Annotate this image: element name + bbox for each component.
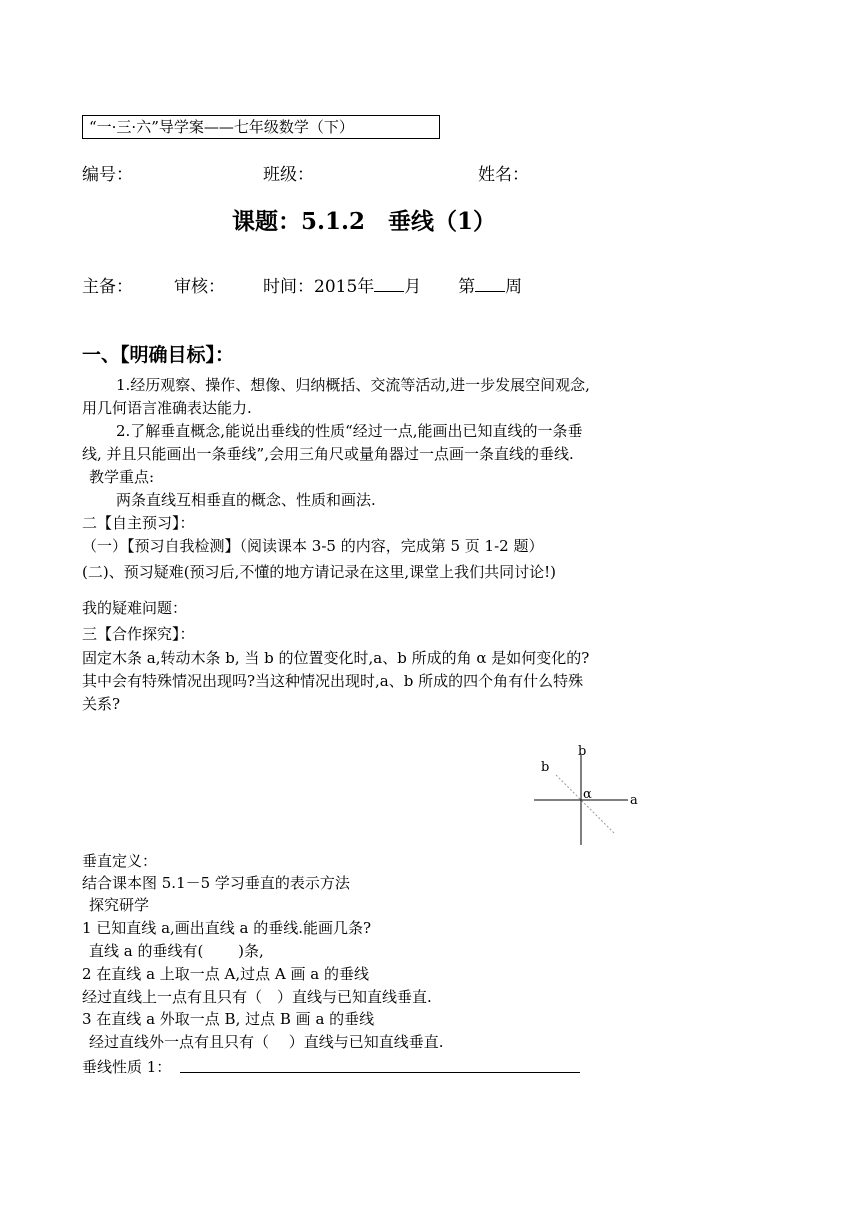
question-1: 1 已知直线 a,画出直线 a 的垂线.能画几条? (82, 919, 372, 937)
time-field (263, 272, 522, 297)
week-label: 周 (505, 277, 523, 297)
prepared-label: 主备： (82, 277, 133, 297)
explore-study-label: 探究研学 (89, 896, 150, 914)
label-alpha: α (583, 787, 592, 802)
goal2-line1: 2.了解垂直概念,能说出垂线的性质“经过一点,能画出已知直线的一条垂 (116, 422, 583, 440)
key-points-text: 两条直线互相垂直的概念、性质和画法. (116, 491, 376, 509)
label-b-slanted: b (541, 760, 550, 775)
label-a: a (630, 793, 638, 808)
header-box-title: “一·三·六”导学案——七年级数学（下） (82, 115, 440, 139)
my-questions-label: 我的疑难问题： (82, 599, 188, 617)
time-prefix: 时间：2015年 (263, 277, 375, 297)
reviewer-label: 审核： (174, 277, 225, 297)
week-prefix: 第 (458, 277, 476, 297)
section1-heading: 一、【明确目标】： (82, 344, 235, 366)
number-label: 编号： (82, 165, 133, 185)
question-3-answer: 经过直线外一点有且只有（ ）直线与已知直线垂直. (89, 1033, 444, 1051)
key-points-label: 教学重点: (89, 468, 155, 486)
lesson-title: 课题：5.1.2 垂线（1） (232, 208, 497, 235)
explore-para-line2: 其中会有特殊情况出现吗?当这种情况出现时,a、b 所成的四个角有什么特殊 (82, 672, 584, 690)
line-b-slanted (556, 775, 614, 833)
goal2-line2: 线, 并且只能画出一条垂线”,会用三角尺或量角器过一点画一条直线的垂线. (82, 445, 574, 463)
month-label: 月 (404, 277, 422, 297)
explore-para-line1: 固定木条 a,转动木条 b, 当 b 的位置变化时,a、b 所成的角 α 是如何变化的? (82, 649, 590, 667)
perpendicular-definition-label: 垂直定义： (82, 852, 158, 870)
preview-questions: (二)、预习疑难(预习后,不懂的地方请记录在这里,课堂上我们共同讨论!) (82, 563, 556, 581)
question-3: 3 在直线 a 外取一点 B, 过点 B 画 a 的垂线 (82, 1010, 375, 1028)
preview-check: （一）【预习自我检测】（阅读课本 3-5 的内容，完成第 5 页 1-2 题） (82, 537, 544, 555)
class-label: 班级： (263, 165, 314, 185)
goal1-line2: 用几何语言准确表达能力. (82, 399, 252, 417)
property-1-label: 垂线性质 1： (82, 1058, 172, 1076)
textbook-reference: 结合课本图 5.1－5 学习垂直的表示方法 (82, 874, 350, 892)
name-label: 姓名： (478, 165, 529, 185)
section3-heading: 三【合作探究】： (82, 625, 195, 643)
goal1-line1: 1.经历观察、操作、想像、归纳概括、交流等活动,进一步发展空间观念, (116, 376, 590, 394)
question-2-answer: 经过直线上一点有且只有（ ）直线与已知直线垂直. (82, 988, 432, 1006)
week-blank (475, 275, 505, 292)
section2-heading: 二【自主预习】： (82, 514, 195, 532)
property-1-answer-line (180, 1072, 580, 1073)
question-2: 2 在直线 a 上取一点 A,过点 A 画 a 的垂线 (82, 965, 370, 983)
label-b-vertical: b (578, 744, 587, 759)
question-1-answer: 直线 a 的垂线有( )条, (89, 942, 264, 960)
explore-para-line3: 关系? (82, 695, 121, 713)
month-blank (374, 275, 404, 292)
perpendicular-figure (520, 735, 660, 850)
